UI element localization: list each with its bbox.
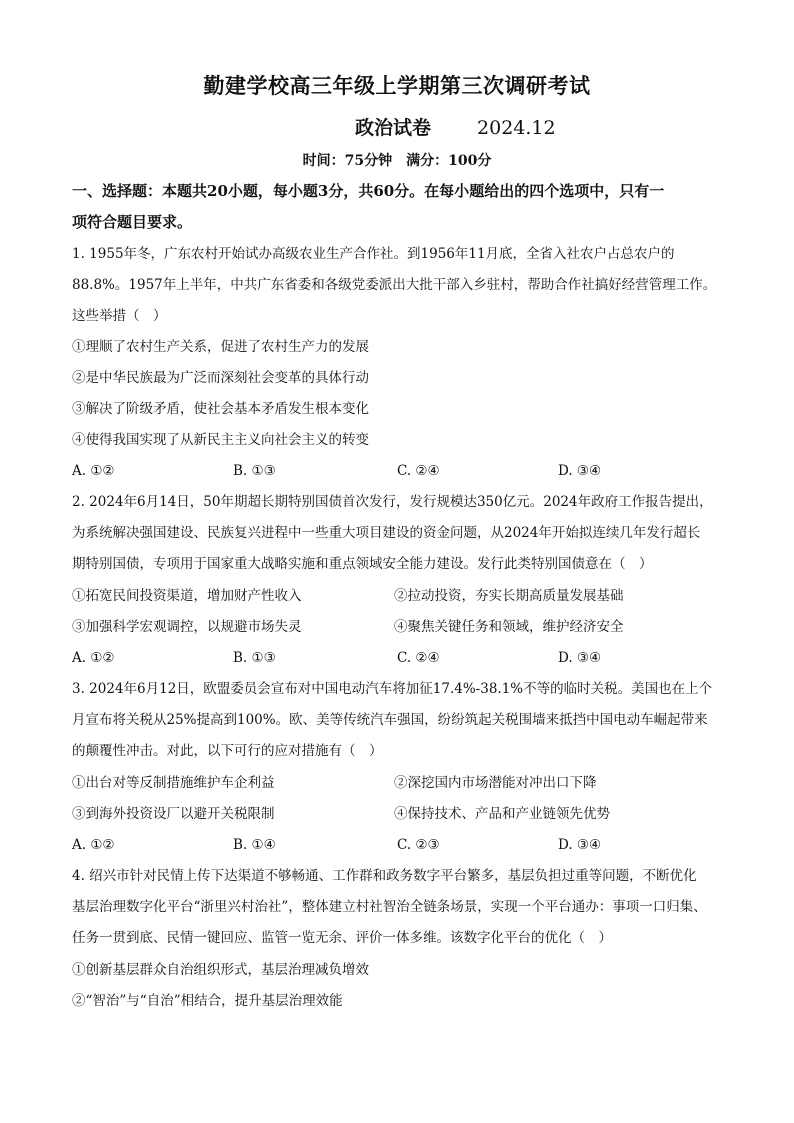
q3-stem-line3: 的颠覆性冲击。对此，以下可行的应对措施有（ ） xyxy=(72,743,383,759)
q2-stem-line2: 为系统解决强国建设、民族复兴进程中一些重大项目建设的资金问题，从2024年开始拟连续几年发行超长 xyxy=(72,525,701,541)
q1-statement-4: ④使得我国实现了从新民主主义向社会主义的转变 xyxy=(72,432,369,448)
q3-option-c[interactable]: C. ②③ xyxy=(397,837,440,853)
q2-option-a[interactable]: A. ①② xyxy=(72,650,115,666)
q2-option-b[interactable]: B. ①③ xyxy=(233,650,276,666)
q3-statement-4: ④保持技术、产品和产业链领先优势 xyxy=(394,806,610,822)
section-instruction-line1: 一、选择题：本题共20小题，每小题3分，共60分。在每小题给出的四个选项中，只有一 xyxy=(72,182,665,200)
q1-stem-line1: 1. 1955年冬，广东农村开始试办高级农业生产合作社。到1956年11月底，全省入社农户占总农户的 xyxy=(72,246,675,262)
q4-statement-2: ②“智治”与“自治”相结合，提升基层治理效能 xyxy=(72,993,343,1009)
q1-option-d[interactable]: D. ③④ xyxy=(558,463,602,479)
q1-stem-line3: 这些举措（ ） xyxy=(72,308,167,324)
q3-stem-line2: 月宣布将关税从25%提高到100%。欧、美等传统汽车强国，纷纷筑起关税围墙来抵挡中国电动车崛起带来 xyxy=(72,712,708,728)
q4-statement-1: ①创新基层群众自治组织形式，基层治理减负增效 xyxy=(72,962,369,978)
exam-date: 2024.12 xyxy=(477,117,556,139)
q1-option-c[interactable]: C. ②④ xyxy=(397,463,440,479)
q4-stem-line3: 任务一贯到底、民情一键回应、监管一览无余、评价一体多维。该数字化平台的优化（ ） xyxy=(72,930,612,946)
exam-title: 勤建学校高三年级上学期第三次调研考试 xyxy=(203,73,591,98)
q3-option-b[interactable]: B. ①④ xyxy=(233,837,276,853)
q2-stem-line3: 期特别国债，专项用于国家重大战略实施和重点领域安全能力建设。发行此类特别国债意在（ ） xyxy=(72,556,653,572)
time-score-info xyxy=(0,150,794,170)
section-instruction-line2: 项符合题目要求。 xyxy=(72,213,193,231)
q2-statement-3: ③加强科学宏观调控，以规避市场失灵 xyxy=(72,619,302,635)
q3-statement-1: ①出台对等反制措施维护车企利益 xyxy=(72,775,275,791)
q3-statement-2: ②深挖国内市场潜能对冲出口下降 xyxy=(394,775,597,791)
q1-statement-1: ①理顺了农村生产关系，促进了农村生产力的发展 xyxy=(72,339,369,355)
q1-stem-line2: 88.8%。1957年上半年，中共广东省委和各级党委派出大批干部入乡驻村，帮助合作社搞好经营管理工作。 xyxy=(72,277,717,293)
q3-statement-3: ③到海外投资设厂以避开关税限制 xyxy=(72,806,275,822)
q2-statement-1: ①拓宽民间投资渠道，增加财产性收入 xyxy=(72,588,302,604)
q2-option-c[interactable]: C. ②④ xyxy=(397,650,440,666)
q1-option-b[interactable]: B. ①③ xyxy=(233,463,276,479)
q3-stem-line1: 3. 2024年6月12日，欧盟委员会宣布对中国电动汽车将加征17.4%-38.1%不等的临时关税。美国也在上个 xyxy=(72,681,713,697)
q1-option-a[interactable]: A. ①② xyxy=(72,463,115,479)
time-label: 时间：75分钟 xyxy=(302,153,393,169)
q2-statement-2: ②拉动投资，夯实长期高质量发展基础 xyxy=(394,588,624,604)
subject-label: 政治试卷 xyxy=(355,117,432,139)
q4-stem-line2: 基层治理数字化平台“浙里兴村治社”，整体建立村社智治全链条场景，实现一个平台通办：事项一口归集、 xyxy=(72,899,707,915)
q3-option-d[interactable]: D. ③④ xyxy=(558,837,602,853)
q1-statement-3: ③解决了阶级矛盾，使社会基本矛盾发生根本变化 xyxy=(72,401,369,417)
q2-statement-4: ④聚焦关键任务和领域，维护经济安全 xyxy=(394,619,624,635)
q2-stem-line1: 2. 2024年6月14日，50年期超长期特别国债首次发行，发行规模达350亿元。2024年政府工作报告提出， xyxy=(72,494,713,510)
q2-option-d[interactable]: D. ③④ xyxy=(558,650,602,666)
q1-statement-2: ②是中华民族最为广泛而深刻社会变革的具体行动 xyxy=(72,370,369,386)
score-label: 满分：100分 xyxy=(406,153,492,169)
exam-subtitle xyxy=(355,113,556,140)
q3-option-a[interactable]: A. ①② xyxy=(72,837,115,853)
q4-stem-line1: 4. 绍兴市针对民情上传下达渠道不够畅通、工作群和政务数字平台繁多，基层负担过重等问题，不断优化 xyxy=(72,868,697,884)
